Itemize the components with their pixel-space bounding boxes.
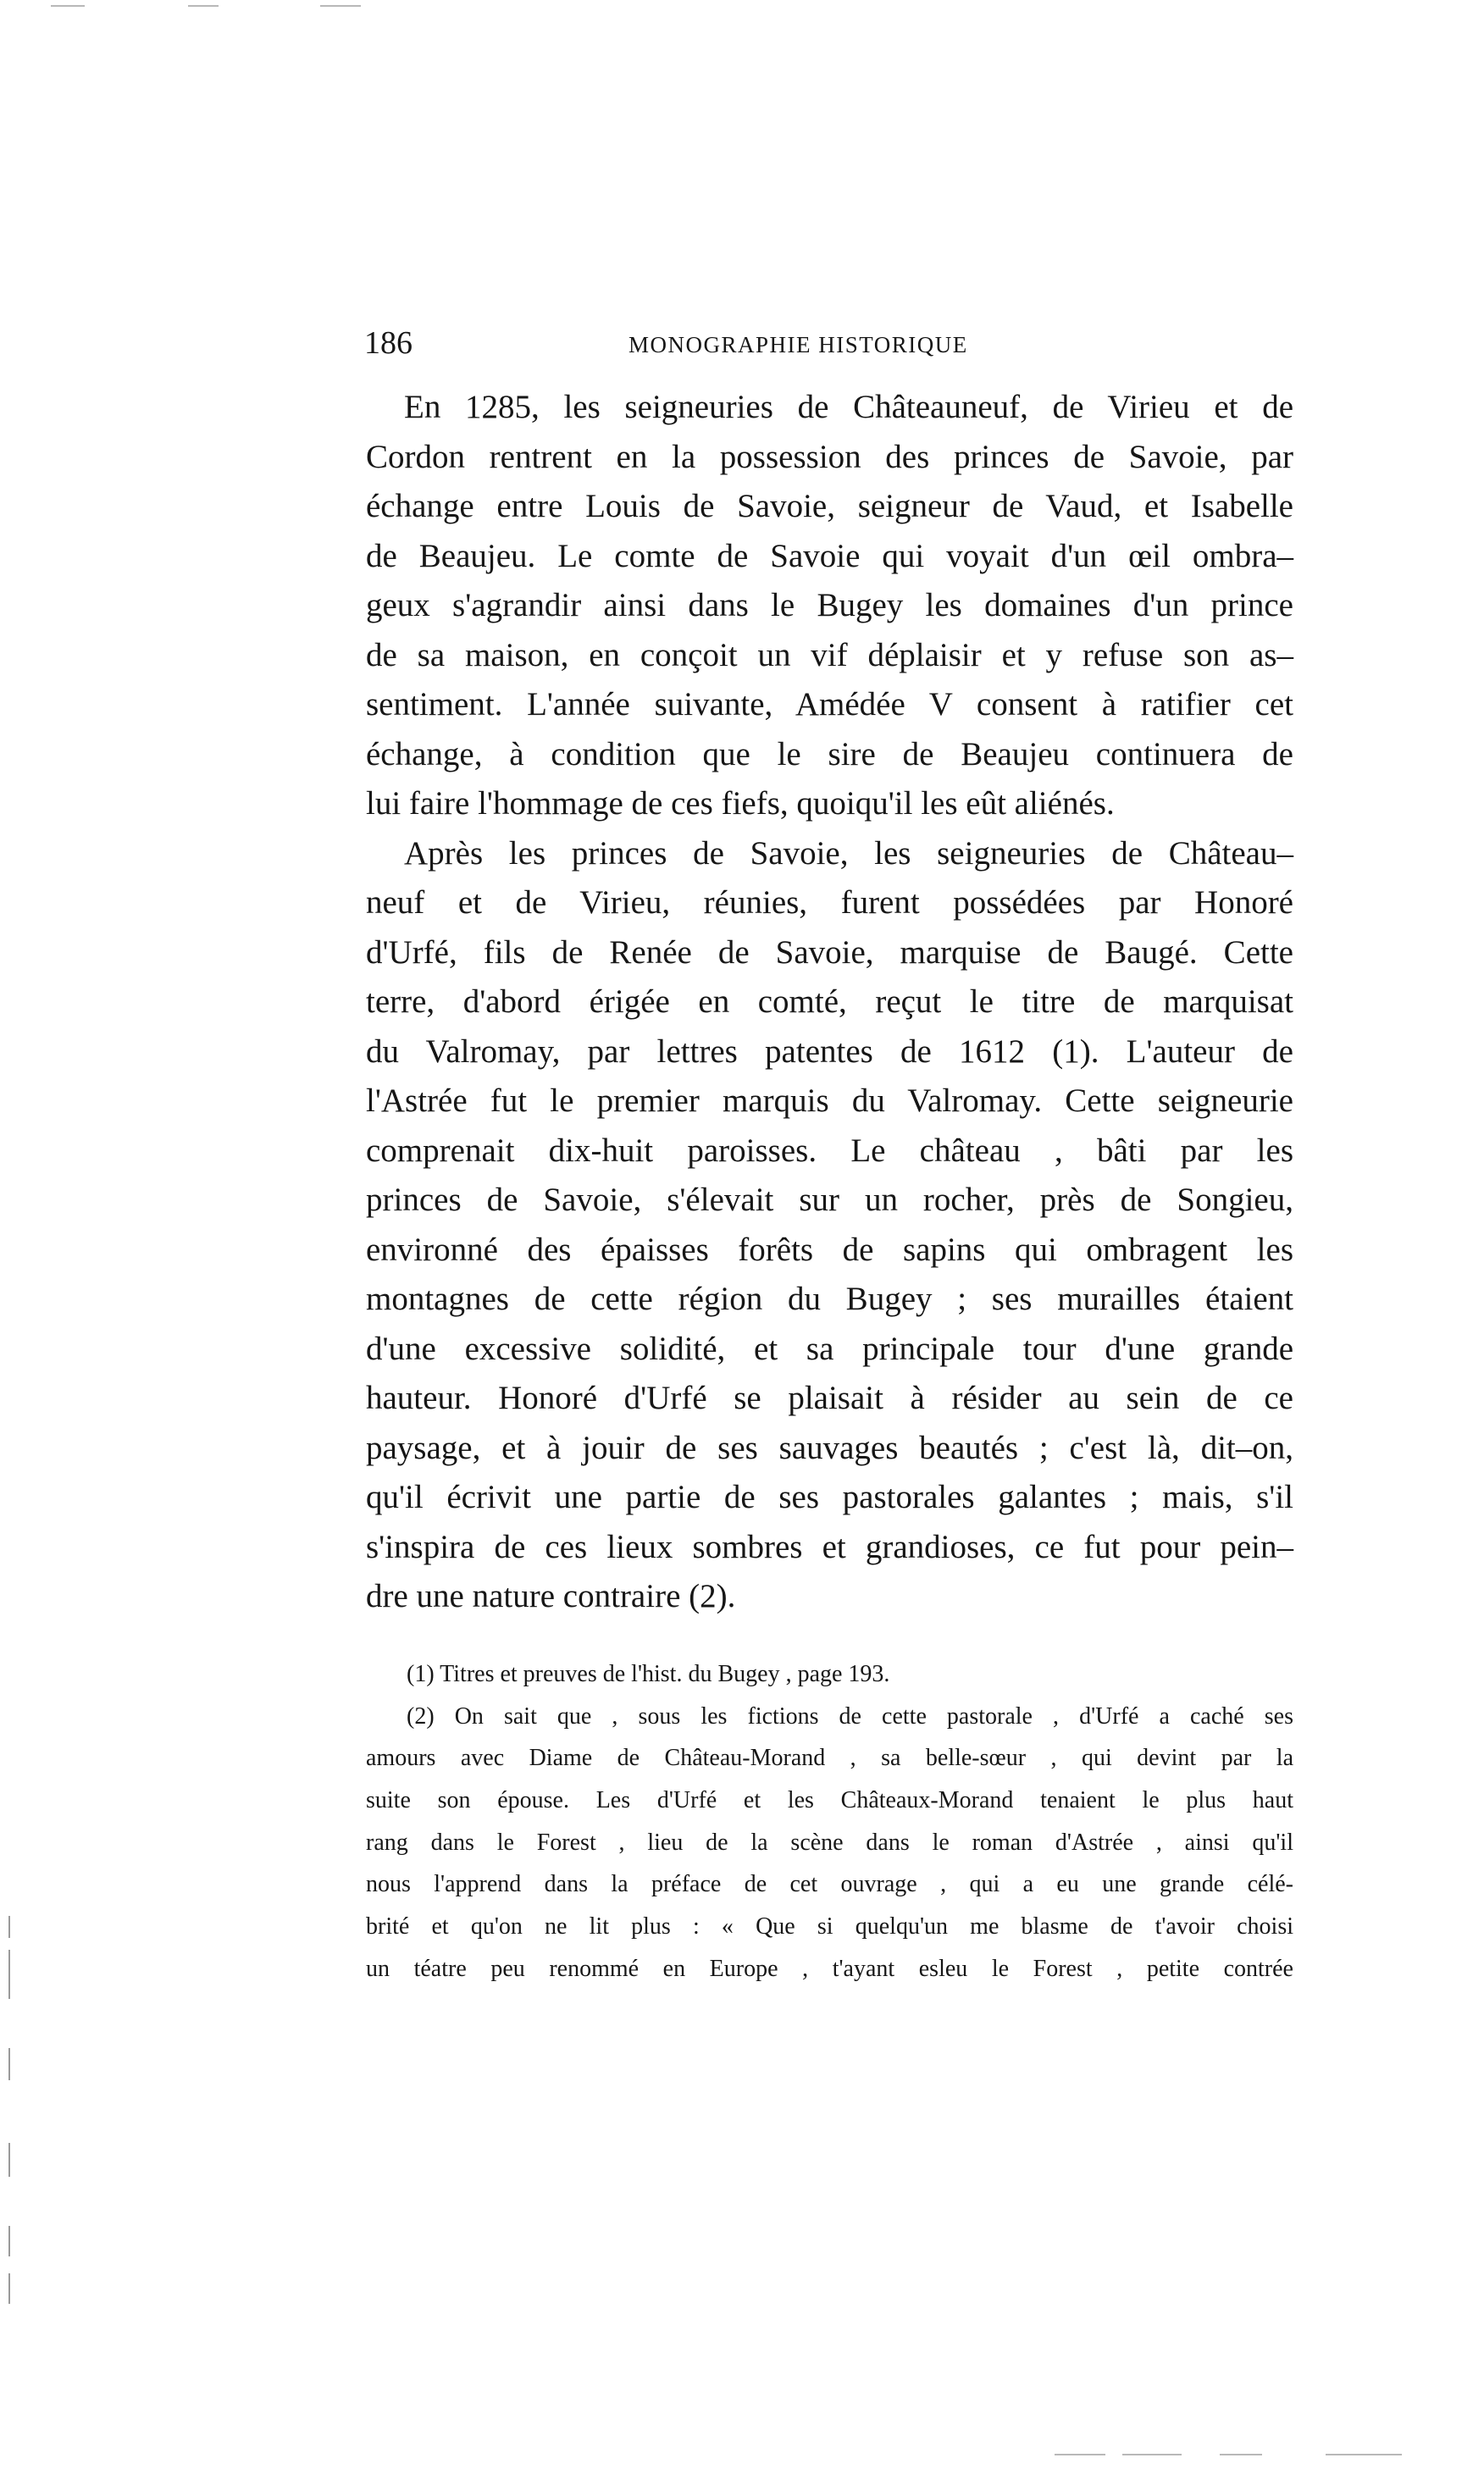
footnotes [366, 1653, 1293, 1990]
text-line: comprenait dix-huit paroisses. Le château , bâti par les [366, 1132, 1293, 1169]
footnote-line: rang dans le Forest , lieu de la scène dans le roman d'Astrée , ainsi qu'il [366, 1829, 1293, 1856]
page-number: 186 [364, 325, 413, 361]
text-line: s'inspira de ces lieux sombres et grandioses, ce fut pour pein– [366, 1528, 1293, 1565]
body-text [366, 383, 1293, 1622]
text-line: échange, à condition que le sire de Beaujeu continuera de [366, 735, 1293, 772]
text-line: d'une excessive solidité, et sa principale tour d'une grande [366, 1330, 1293, 1367]
footnote-line: brité et qu'on ne lit plus : « Que si quelqu'un me blasme de t'avoir choisi [366, 1913, 1293, 1940]
scan-artifact-left [8, 1916, 10, 1938]
text-line: de Beaujeu. Le comte de Savoie qui voyait d'un œil ombra– [366, 537, 1293, 574]
text-line: Cordon rentrent en la possession des princes de Savoie, par [366, 438, 1293, 475]
running-head [364, 322, 1279, 364]
text-line: échange entre Louis de Savoie, seigneur de Vaud, et Isabelle [366, 488, 1293, 524]
text-line: qu'il écrivit une partie de ses pastorales galantes ; mais, s'il [366, 1479, 1293, 1515]
text-line: sentiment. L'année suivante, Amédée V consent à ratifier cet [366, 686, 1293, 722]
text-line: En 1285, les seigneuries de Châteauneuf, de Virieu et de [404, 389, 1293, 425]
text-line: princes de Savoie, s'élevait sur un rocher, près de Songieu, [366, 1182, 1293, 1218]
text-line: hauteur. Honoré d'Urfé se plaisait à résider au sein de ce [366, 1380, 1293, 1416]
scan-artifact-left [8, 1950, 10, 1999]
scan-artifact-bottom [1055, 2454, 1105, 2455]
text-line: neuf et de Virieu, réunies, furent possédées par Honoré [366, 884, 1293, 921]
scan-artifact-top [51, 5, 85, 7]
text-line: lui faire l'hommage de ces fiefs, quoiqu'il les eût aliénés. [366, 785, 1115, 822]
scan-artifact-left [8, 2273, 10, 2304]
scan-artifact-top [188, 5, 219, 7]
scan-artifact-bottom [1326, 2454, 1402, 2455]
scan-artifact-bottom [1220, 2454, 1262, 2455]
scan-artifact-left [8, 2143, 10, 2177]
text-line: de sa maison, en conçoit un vif déplaisir et y refuse son as– [366, 636, 1293, 673]
footnote-line: (1) Titres et preuves de l'hist. du Bugey , page 193. [407, 1661, 890, 1687]
text-line: Après les princes de Savoie, les seigneuries de Château– [404, 834, 1293, 872]
scan-artifact-top [320, 5, 361, 7]
text-line: montagnes de cette région du Bugey ; ses murailles étaient [366, 1281, 1293, 1317]
scan-artifact-left [8, 2226, 10, 2256]
text-line: dre une nature contraire (2). [366, 1578, 736, 1614]
text-line: geux s'agrandir ainsi dans le Bugey les domaines d'un prince [366, 587, 1293, 623]
text-line: l'Astrée fut le premier marquis du Valromay. Cette seigneurie [366, 1082, 1293, 1119]
text-line: du Valromay, par lettres patentes de 1612 (1). L'auteur de [366, 1032, 1293, 1070]
footnote-line: (2) On sait que , sous les fictions de cette pastorale , d'Urfé a caché ses [407, 1702, 1293, 1730]
running-title: MONOGRAPHIE HISTORIQUE [628, 332, 968, 357]
scan-artifact-bottom [1122, 2454, 1182, 2455]
footnote-line: amours avec Diame de Château-Morand , sa belle-sœur , qui devint par la [366, 1745, 1293, 1772]
text-line: paysage, et à jouir de ses sauvages beautés ; c'est là, dit–on, [366, 1429, 1293, 1466]
footnote-line: nous l'apprend dans la préface de cet ouvrage , qui a eu une grande célé- [366, 1871, 1293, 1898]
text-line: d'Urfé, fils de Renée de Savoie, marquise de Baugé. Cette [366, 933, 1293, 971]
text-line: environné des épaisses forêts de sapins qui ombragent les [366, 1231, 1293, 1268]
footnote-line: un téatre peu renommé en Europe , t'ayant esleu le Forest , petite contrée [366, 1955, 1293, 1982]
text-line: terre, d'abord érigée en comté, reçut le titre de marquisat [366, 983, 1293, 1020]
footnote-line: suite son épouse. Les d'Urfé et les Châteaux-Morand tenaient le plus haut [366, 1787, 1293, 1814]
scan-artifact-left [8, 2048, 10, 2080]
